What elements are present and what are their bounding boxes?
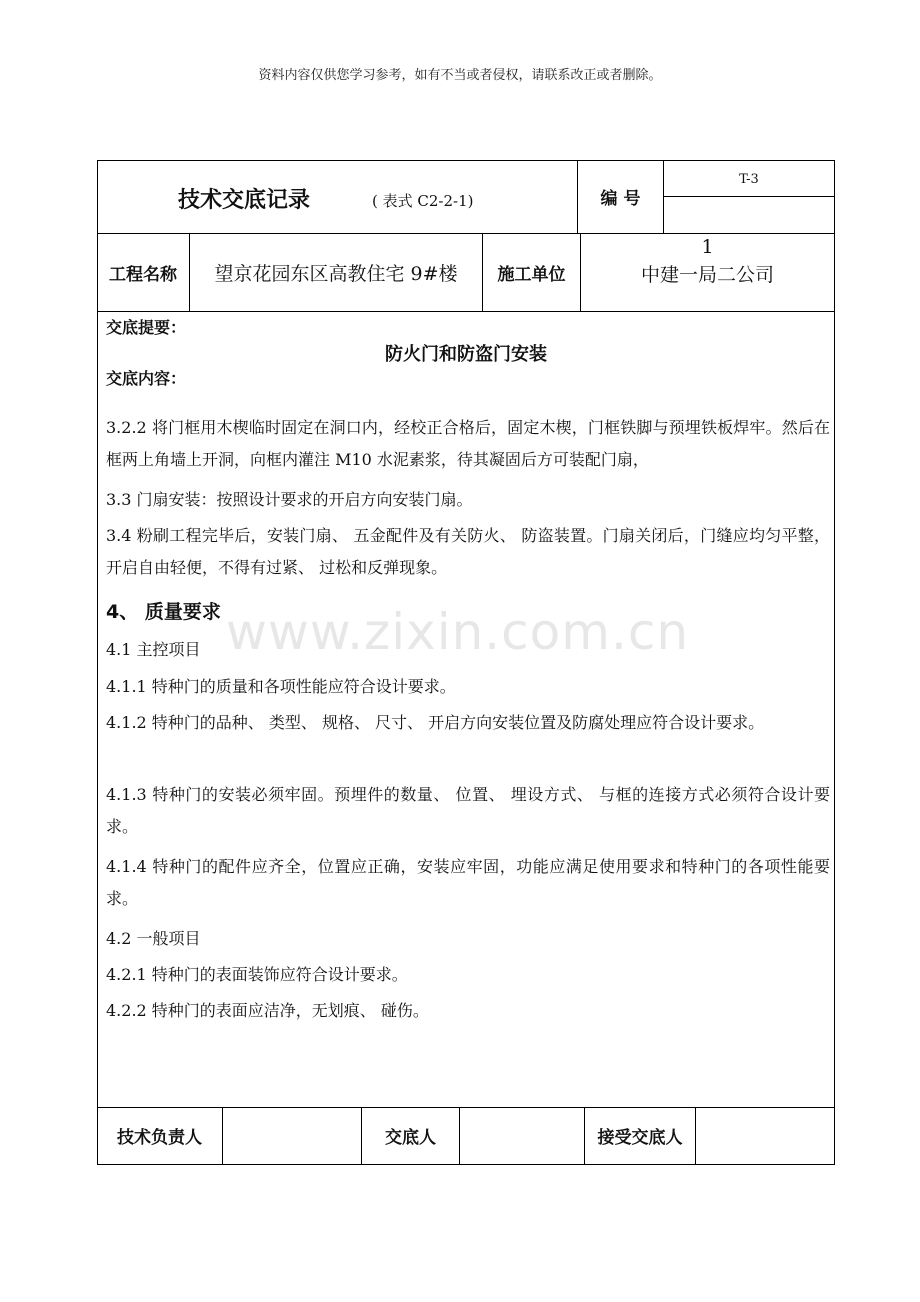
watermark: www.zixin.com.cn bbox=[226, 603, 690, 661]
discloser-label: 交底人 bbox=[385, 1128, 436, 1148]
number-label: 编 号 bbox=[600, 189, 641, 209]
list-item: 4.1.2 特种门的品种、 类型、 规格、 尺寸、 开启方向安装位置及防腐处理应符合设计要求。 bbox=[106, 713, 765, 732]
list-item: 4.2 一般项目 bbox=[106, 929, 201, 948]
receiver-value bbox=[696, 1107, 834, 1164]
section-title: 4、 质量要求 bbox=[106, 601, 221, 623]
tech-lead-value bbox=[223, 1107, 361, 1164]
paragraph: 3.4 粉刷工程完毕后，安装门扇、 五金配件及有关防火、 防盗装置。门扇关闭后，门缝应均匀平整，开启自由轻便，不得有过紧、 过松和反弹现象。 bbox=[106, 526, 830, 577]
summary-label: 交底提要： bbox=[106, 318, 187, 337]
list-item: 4.2.2 特种门的表面应洁净，无划痕、 碰伤。 bbox=[106, 1001, 429, 1020]
list-item: 4.1.1 特种门的质量和各项性能应符合设计要求。 bbox=[106, 677, 456, 696]
list-item: 4.1.3 特种门的安装必须牢固。预埋件的数量、 位置、 埋设方式、 与框的连接方式必须符合设计要求。 bbox=[106, 785, 830, 836]
tech-lead-label: 技术负责人 bbox=[117, 1128, 202, 1148]
construction-unit-label: 施工单位 bbox=[497, 264, 566, 285]
subject-title: 防火门和防盗门安装 bbox=[385, 344, 547, 365]
construction-unit-value: 中建一局二公司 bbox=[640, 263, 774, 286]
form-code: ( 表式 C2-2-1) bbox=[372, 191, 474, 210]
page-marker: 1 bbox=[701, 236, 714, 258]
content-label: 交底内容： bbox=[106, 369, 187, 388]
list-item: 4.1 主控项目 bbox=[106, 640, 201, 659]
list-item: 4.1.4 特种门的配件应齐全，位置应正确，安装应牢固，功能应满足使用要求和特种门的各项性能要求。 bbox=[106, 857, 830, 908]
doc-title: 技术交底记录 bbox=[178, 187, 311, 213]
discloser-value bbox=[460, 1107, 584, 1164]
list-item: 4.2.1 特种门的表面装饰应符合设计要求。 bbox=[106, 965, 408, 984]
project-name-value: 望京花园东区高教住宅 9#楼 bbox=[214, 262, 458, 285]
number-value: T-3 bbox=[739, 171, 759, 187]
project-name-label: 工程名称 bbox=[109, 264, 177, 285]
top-disclaimer: 资料内容仅供您学习参考，如有不当或者侵权，请联系改正或者删除。 bbox=[258, 68, 662, 83]
paragraph: 3.2.2 将门框用木楔临时固定在洞口内，经校正合格后，固定木楔，门框铁脚与预埋铁板焊牢。然后在框两上角墙上开洞，向框内灌注 M10 水泥素浆，待其凝固后方可装配门扇， bbox=[106, 418, 830, 469]
paragraph: 3.3 门扇安装：按照设计要求的开启方向安装门扇。 bbox=[106, 490, 473, 509]
receiver-label: 接受交底人 bbox=[597, 1128, 683, 1148]
